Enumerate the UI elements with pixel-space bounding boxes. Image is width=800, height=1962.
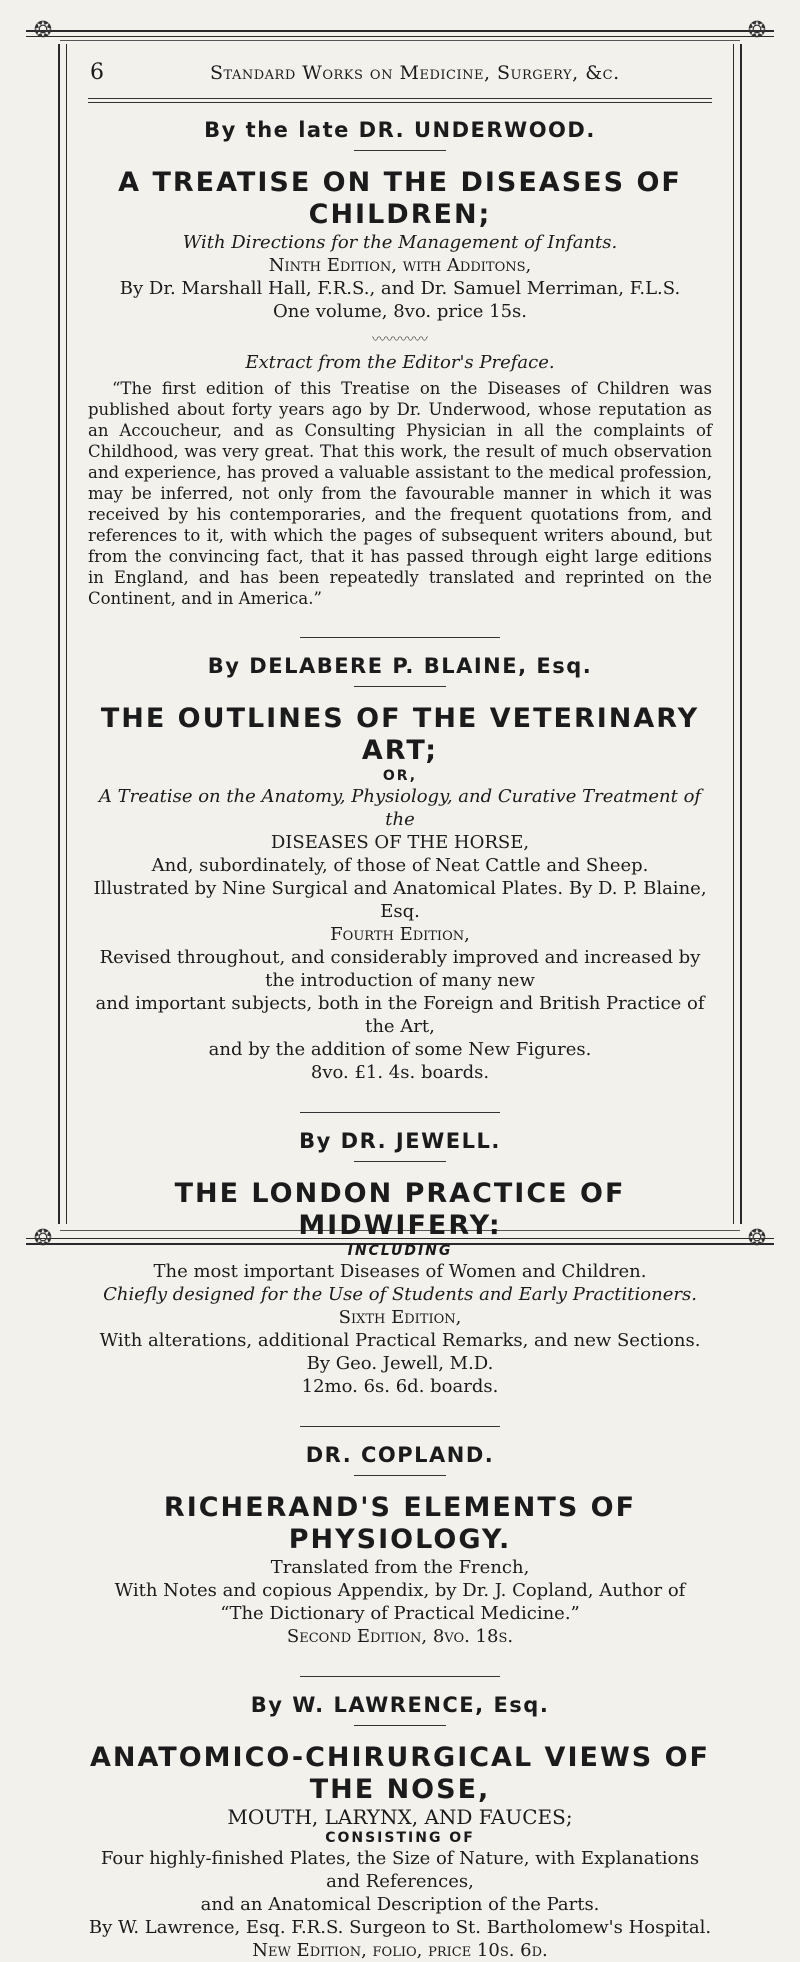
text-line: Revised throughout, and considerably improved and increased by the introduction of many new: [99, 947, 701, 991]
editors: By Dr. Marshall Hall, F.R.S., and Dr. Samuel Merriman, F.L.S.: [119, 278, 681, 299]
section-blaine: [86, 654, 714, 1084]
edition: Second Edition, 8vo. 18s.: [286, 1626, 514, 1647]
section-title: RICHERAND'S ELEMENTS OF PHYSIOLOGY.: [163, 1492, 637, 1555]
subtitle: A Treatise on the Anatomy, Physiology, and Curative Treatment of the: [98, 786, 702, 830]
text-line: Translated from the French,: [270, 1557, 530, 1578]
text-line: With Notes and copious Appendix, by Dr. J. Copland, Author of: [114, 1580, 686, 1601]
text-line: “The Dictionary of Practical Medicine.”: [220, 1603, 580, 1624]
rule: [354, 1725, 446, 1726]
ornament-bottom-right-icon: ❂: [747, 1226, 767, 1251]
extract-heading: Extract from the Editor's Preface.: [245, 352, 555, 373]
text-line: Illustrated by Nine Surgical and Anatomical Plates. By D. P. Blaine, Esq.: [93, 878, 707, 922]
page-content: [86, 108, 714, 1962]
ornament-bottom-left-icon: ❂: [33, 1226, 53, 1251]
border-right: [733, 44, 742, 1224]
section-title: ANATOMICO-CHIRURGICAL VIEWS OF THE NOSE,: [90, 1742, 710, 1805]
text-line: and important subjects, both in the Foreign and British Practice of the Art,: [95, 993, 705, 1037]
section-author: DR. COPLAND.: [305, 1443, 495, 1467]
text-line: Chiefly designed for the Use of Students and Early Practitioners.: [103, 1284, 697, 1305]
price: One volume, 8vo. price 15s.: [272, 301, 528, 322]
section-jewell: [86, 1129, 714, 1398]
rule: [300, 637, 500, 638]
rule: [354, 1161, 446, 1162]
section-lawrence: [86, 1693, 714, 1962]
section-author: By W. LAWRENCE, Esq.: [250, 1693, 550, 1717]
text-line: With alterations, additional Practical Remarks, and new Sections. By Geo. Jewell, M.D.: [99, 1330, 701, 1374]
section-title: A TREATISE ON THE DISEASES OF CHILDREN;: [118, 167, 682, 230]
edition: New Edition, folio, price 10s. 6d.: [252, 1940, 548, 1961]
ornament-top-right-icon: ❂: [747, 18, 767, 43]
border-left: [58, 44, 67, 1224]
section-title-cont: MOUTH, LARYNX, AND FAUCES;: [227, 1805, 573, 1829]
edition: Sixth Edition,: [338, 1307, 462, 1328]
section-underwood: [86, 118, 714, 609]
rule: [354, 1475, 446, 1476]
rule: [300, 1676, 500, 1677]
text-line: And, subordinately, of those of Neat Cattle and Sheep.: [151, 855, 649, 876]
running-head: Standard Works on Medicine, Surgery, &c.: [210, 62, 620, 84]
page-header: [80, 60, 720, 90]
text-line: DISEASES OF THE HORSE,: [270, 832, 530, 853]
page-number: 6: [90, 60, 104, 85]
or-label: OR,: [382, 768, 418, 784]
section-copland: [86, 1443, 714, 1648]
subtitle: With Directions for the Management of Infants.: [182, 232, 618, 253]
header-rule: [88, 98, 712, 103]
text-line: Four highly-finished Plates, the Size of Nature, with Explanations and References,: [100, 1848, 700, 1892]
section-author: By the late DR. UNDERWOOD.: [204, 118, 596, 142]
text-line: and an Anatomical Description of the Parts.: [200, 1894, 600, 1915]
rule: [300, 1112, 500, 1113]
section-author: By DELABERE P. BLAINE, Esq.: [207, 654, 593, 678]
rule: [354, 150, 446, 151]
edition: Fourth Edition,: [330, 924, 470, 945]
border-top-inner: [60, 40, 740, 44]
ornament-top-left-icon: ❂: [33, 18, 53, 43]
price: 12mo. 6s. 6d. boards.: [301, 1376, 499, 1397]
edition: Ninth Edition, with Additons,: [268, 255, 532, 276]
text-line: By W. Lawrence, Esq. F.R.S. Surgeon to St. Bartholomew's Hospital.: [88, 1917, 712, 1938]
consisting-label: CONSISTING OF: [325, 1830, 475, 1846]
text-line: The most important Diseases of Women and Children.: [153, 1261, 647, 1282]
text-line: and by the addition of some New Figures.: [208, 1039, 592, 1060]
section-title: THE LONDON PRACTICE OF MIDWIFERY:: [174, 1178, 626, 1241]
including-label: INCLUDING: [347, 1243, 453, 1259]
price: 8vo. £1. 4s. boards.: [310, 1062, 490, 1083]
extract-text: “The first edition of this Treatise on the Diseases of Children was published about forty years ago by Dr. Underwood, whose reputation as an Accoucheur, and as Consulting Physician in all the complaints of Childhood, was very great. That this work, the result of much observation and experience, has proved a valuable assistant to the medical profession, may be inferred, not only from the favourable manner in which it was received by his contemporaries, and the frequent quotations from, and references to it, with which the pages of subsequent writers abound, but from the convincing fact, that it has passed through eight large editions in England, and has been repeatedly translated and reprinted on the Continent, and in America.”: [88, 379, 712, 608]
section-author: By DR. JEWELL.: [299, 1129, 501, 1153]
border-top: [26, 30, 774, 37]
rule: [354, 686, 446, 687]
rule: [300, 1426, 500, 1427]
section-title: THE OUTLINES OF THE VETERINARY ART;: [100, 703, 700, 766]
wavy-divider-icon: 〰〰〰〰: [372, 332, 428, 348]
